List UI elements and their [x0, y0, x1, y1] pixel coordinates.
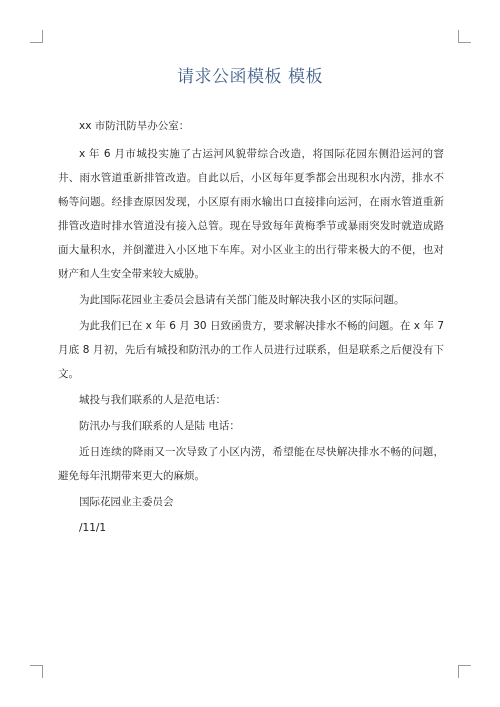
crop-mark-top-right: [458, 30, 471, 43]
paragraph-request: 为此国际花园业主委员会恳请有关部门能及时解决我小区的实际问题。: [79, 294, 405, 306]
paragraph-history: 为此我们已在 x 年 6 月 30 日致函贵方，要求解决排水不畅的问题。在 x 年 7 月底 8 月初，先后有城投和防汛办的工作人员进行过联系，但是联系之后便没有下文。: [58, 320, 444, 380]
signature: 国际花园业主委员会: [79, 496, 174, 508]
paragraph-contact-chengtou: 城投与我们联系的人是范电话：: [79, 394, 226, 406]
crop-mark-bottom-right: [458, 665, 471, 678]
paragraph-background: x 年 6 月市城投实施了古运河风貌带综合改造，将国际花园东侧沿运河的窨井、雨水管道重新排管改造。自此以后，小区每年夏季都会出现积水内涝，排水不畅等问题。经排查原因发现，小区原有雨水输出口直接排向运河，在雨水管道重新排管改造时排水管道没有接入总管。现在导致每年黄梅季节或暴雨突发时就造成路面大量积水，并倒灌进入小区地下车库。对小区业主的出行带来极大的不便，也对财产和人生安全带来较大威胁。: [58, 148, 444, 280]
crop-mark-bottom-left: [30, 665, 43, 678]
paragraph-contact-fangxun: 防汛办与我们联系的人是陆 电话：: [79, 420, 240, 432]
salutation: xx 市防汛防旱办公室：: [79, 120, 190, 132]
document-date: /11/1: [79, 522, 107, 534]
document-title: 请求公函模板 模板: [177, 67, 323, 87]
crop-mark-top-left: [30, 30, 43, 43]
paragraph-closing: 近日连续的降雨又一次导致了小区内涝，希望能在尽快解决排水不畅的问题，避免每年汛期带来更大的麻烦。: [58, 446, 444, 482]
document-body: [58, 114, 444, 542]
